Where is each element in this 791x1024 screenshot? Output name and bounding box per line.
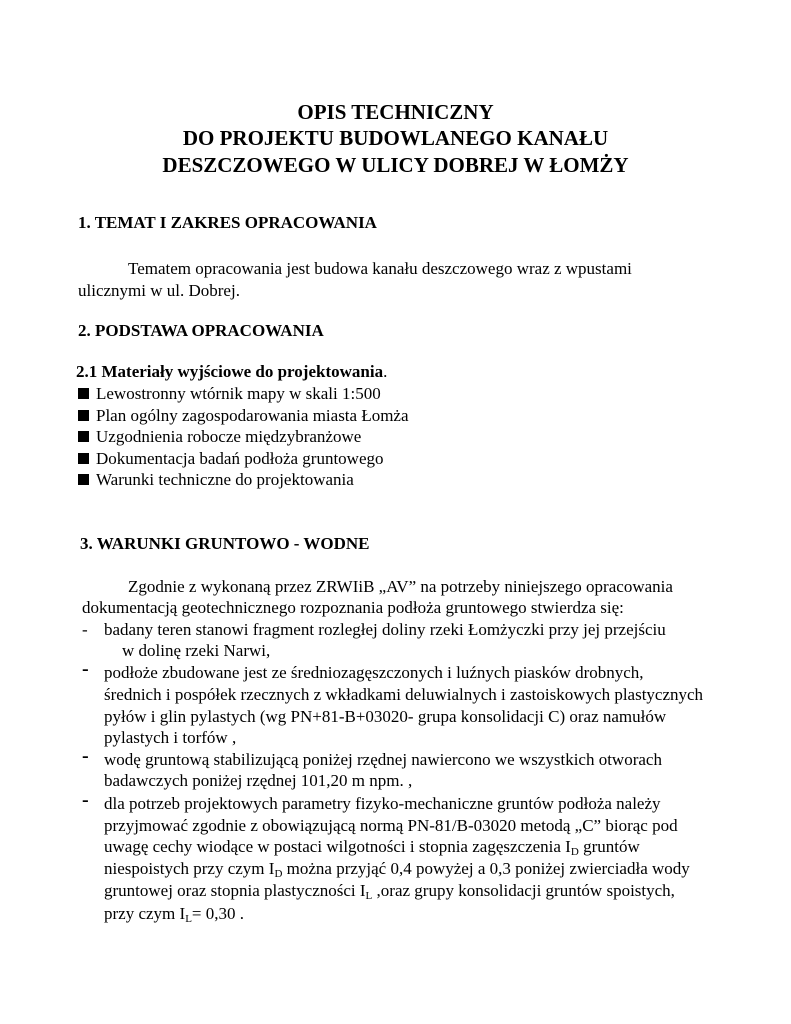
dash-bullet: - (82, 745, 89, 767)
line-text: ,oraz grupy konsolidacji gruntów spoistych, (372, 881, 675, 900)
condition-item-4-line-4 (104, 858, 690, 879)
section-2-1-subheading (76, 361, 387, 382)
subheading-period: . (383, 362, 388, 381)
dash-bullet: - (82, 789, 89, 811)
condition-item-2-line-2: średnich i pospółek rzecznych z wkładkami deluwialnych i zastoiskowych plastycznych (104, 685, 704, 704)
line-text: przy czym I (104, 904, 186, 923)
line-text: można przyjąć 0,4 powyżej a 0,3 poniżej zwierciadła wody (282, 859, 690, 878)
section-3-heading: 3. WARUNKI GRUNTOWO - WODNE (80, 534, 370, 553)
subscript: D (274, 868, 283, 880)
square-bullet-icon (78, 453, 89, 464)
subscript: L (185, 913, 192, 925)
condition-item-4-line-3 (104, 836, 640, 857)
list-item-text: Lewostronny wtórnik mapy w skali 1:500 (96, 384, 381, 403)
line-text: gruntów (578, 837, 640, 856)
line-text: niespoistych przy czym I (104, 859, 275, 878)
section-3-intro-line-1: Zgodnie z wykonaną przez ZRWIiB „AV” na potrzeby niniejszego opracowania (128, 577, 673, 596)
condition-item-2-line-3: pyłów i glin pylastych (wg PN+81-B+03020- grupa konsolidacji C) oraz namułów (104, 707, 667, 726)
list-item (78, 405, 409, 426)
list-item-text: Warunki techniczne do projektowania (96, 470, 354, 489)
condition-item-3-line-2: badawczych poniżej rzędnej 101,20 m npm. , (104, 771, 413, 790)
document-title-line-2: DO PROJEKTU BUDOWLANEGO KANAŁU (182, 126, 609, 150)
section-1-paragraph-line-1: Tematem opracowania jest budowa kanału deszczowego wraz z wpustami (128, 259, 632, 278)
line-text: = 0,30 . (191, 904, 245, 923)
section-3-intro-line-2: dokumentacją geotechnicznego rozpoznania podłoża gruntowego stwierdza się: (82, 598, 624, 617)
document-title-line-1: OPIS TECHNICZNY (297, 100, 494, 124)
dash-bullet: - (82, 620, 88, 639)
line-text: gruntowej oraz stopnia plastyczności I (104, 881, 366, 900)
square-bullet-icon (78, 410, 89, 421)
condition-item-3-line-1: wodę gruntową stabilizującą poniżej rzędnej nawiercono we wszystkich otworach (104, 750, 662, 769)
square-bullet-icon (78, 388, 89, 399)
condition-item-1-line-2: w dolinę rzeki Narwi, (122, 641, 271, 660)
condition-item-4-line-5 (104, 880, 675, 901)
list-item-text: Dokumentacja badań podłoża gruntowego (96, 449, 384, 468)
condition-item-4-line-2: przyjmować zgodnie z obowiązującą normą PN-81/B-03020 metodą „C” biorąc pod (104, 816, 678, 835)
list-item (78, 448, 384, 469)
document-title-line-3: DESZCZOWEGO W ULICY DOBREJ W ŁOMŻY (162, 153, 629, 177)
subscript: D (570, 846, 579, 858)
condition-item-2-line-4: pylastych i torfów , (104, 728, 237, 747)
line-text: uwagę cechy wiodące w postaci wilgotności i stopnia zagęszczenia I (104, 837, 571, 856)
subheading-text: 2.1 Materiały wyjściowe do projektowania (76, 362, 384, 381)
subscript: L (365, 890, 373, 902)
section-1-paragraph-line-2: ulicznymi w ul. Dobrej. (78, 281, 240, 300)
list-item-text: Plan ogólny zagospodarowania miasta Łomża (96, 406, 409, 425)
section-1-heading: 1. TEMAT I ZAKRES OPRACOWANIA (78, 213, 377, 232)
section-2-heading: 2. PODSTAWA OPRACOWANIA (78, 321, 324, 340)
condition-item-4-line-1: dla potrzeb projektowych parametry fizyko-mechaniczne gruntów podłoża należy (104, 794, 661, 813)
list-item-text: Uzgodnienia robocze międzybranżowe (96, 427, 362, 446)
list-item (78, 383, 381, 404)
condition-item-4-line-6 (104, 903, 244, 924)
square-bullet-icon (78, 431, 89, 442)
condition-item-1-line-1: badany teren stanowi fragment rozległej doliny rzeki Łomżyczki przy jej przejściu (104, 620, 666, 639)
square-bullet-icon (78, 474, 89, 485)
list-item (78, 469, 354, 490)
dash-bullet: - (82, 658, 89, 680)
list-item (78, 426, 361, 447)
condition-item-2-line-1: podłoże zbudowane jest ze średniozagęszczonych i luźnych piasków drobnych, (104, 663, 644, 682)
